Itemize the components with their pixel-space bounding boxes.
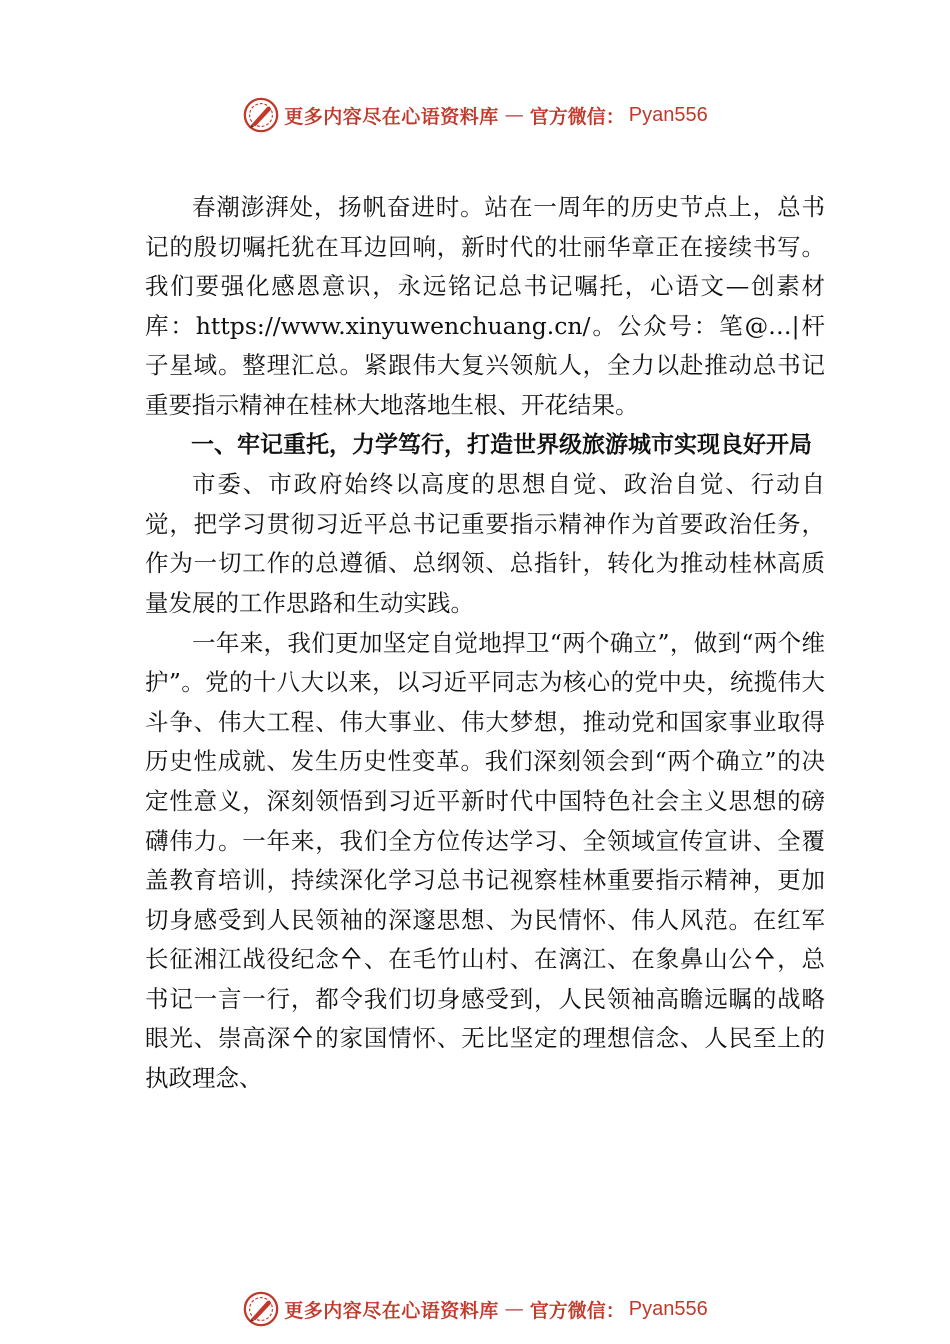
paragraph-year-review: 一年来，我们更加坚定自觉地捍卫“两个确立”，做到“两个维护”。党的十八大以来，以习近平同志为核心的党中央，统揽伟大斗争、伟大工程、伟大事业、伟大梦想，推动党和国家事业取得历史性成就、发生历史性变革。我们深刻领会到“两个确立”的决定性意义，深刻领悟到习近平新时代中国特色社会主义思想的磅礴伟力。一年来，我们全方位传达学习、全领域宣传宣讲、全覆盖教育培训，持续深化学习总书记视察桂林重要指示精神，更加切身感受到人民领袖的深邃思想、为民情怀、伟人风范。在红军长征湘江战役纪念㐃、在毛竹山村、在漓江、在象鼻山公㐃，总书记一言一行，都令我们切身感受到，人民领袖高瞻远瞩的战略眼光、崇高深㐃的家国情怀、无比坚定的理想信念、人民至上的执政理念、 (145, 628, 825, 1093)
quill-seal-logo-icon (242, 1290, 280, 1328)
footer-brand-text: 更多内容尽在心语资料库 (284, 1299, 499, 1322)
paragraph-intro: 春潮澎湃处，扬帆奋进时。站在一周年的历史节点上，总书记的殷切嘱托犹在耳边回响，新时代的壮丽华章正在接续书写。我们要强化感恩意识，永远铭记总书记嘱托，心语文—创素材库：https://www.xinyuwenchuang.cn/。公众号：笔@…|杆子星域。整理汇总。紧跟伟大复兴领航人，全力以赴推动总书记重要指示精神在桂林大地落地生根、开花结果。 (145, 193, 825, 419)
footer-wechat-handle: Pyan556 (628, 1297, 708, 1320)
document-body (145, 188, 825, 1099)
header-dash: — (504, 104, 524, 126)
paragraph-commitment: 市委、市政府始终以高度的思想自觉、政治自觉、行动自觉，把学习贯彻习近平总书记重要指示精神作为首要政治任务，作为一切工作的总遵循、总纲领、总指针，转化为推动桂林高质量发展的工作思路和生动实践。 (145, 470, 825, 617)
footer-banner (0, 1287, 950, 1331)
header-brand-text: 更多内容尽在心语资料库 (284, 105, 499, 128)
quill-seal-logo-icon (242, 96, 280, 134)
section-heading: 一、牢记重托，力学笃行，打造世界级旅游城市实现良好开局 (191, 431, 812, 458)
footer-official-label: 官方微信： (529, 1299, 625, 1322)
footer-dash: — (504, 1298, 524, 1320)
header-official-label: 官方微信： (529, 105, 625, 128)
header-wechat-handle: Pyan556 (628, 103, 708, 126)
header-banner (0, 93, 950, 137)
